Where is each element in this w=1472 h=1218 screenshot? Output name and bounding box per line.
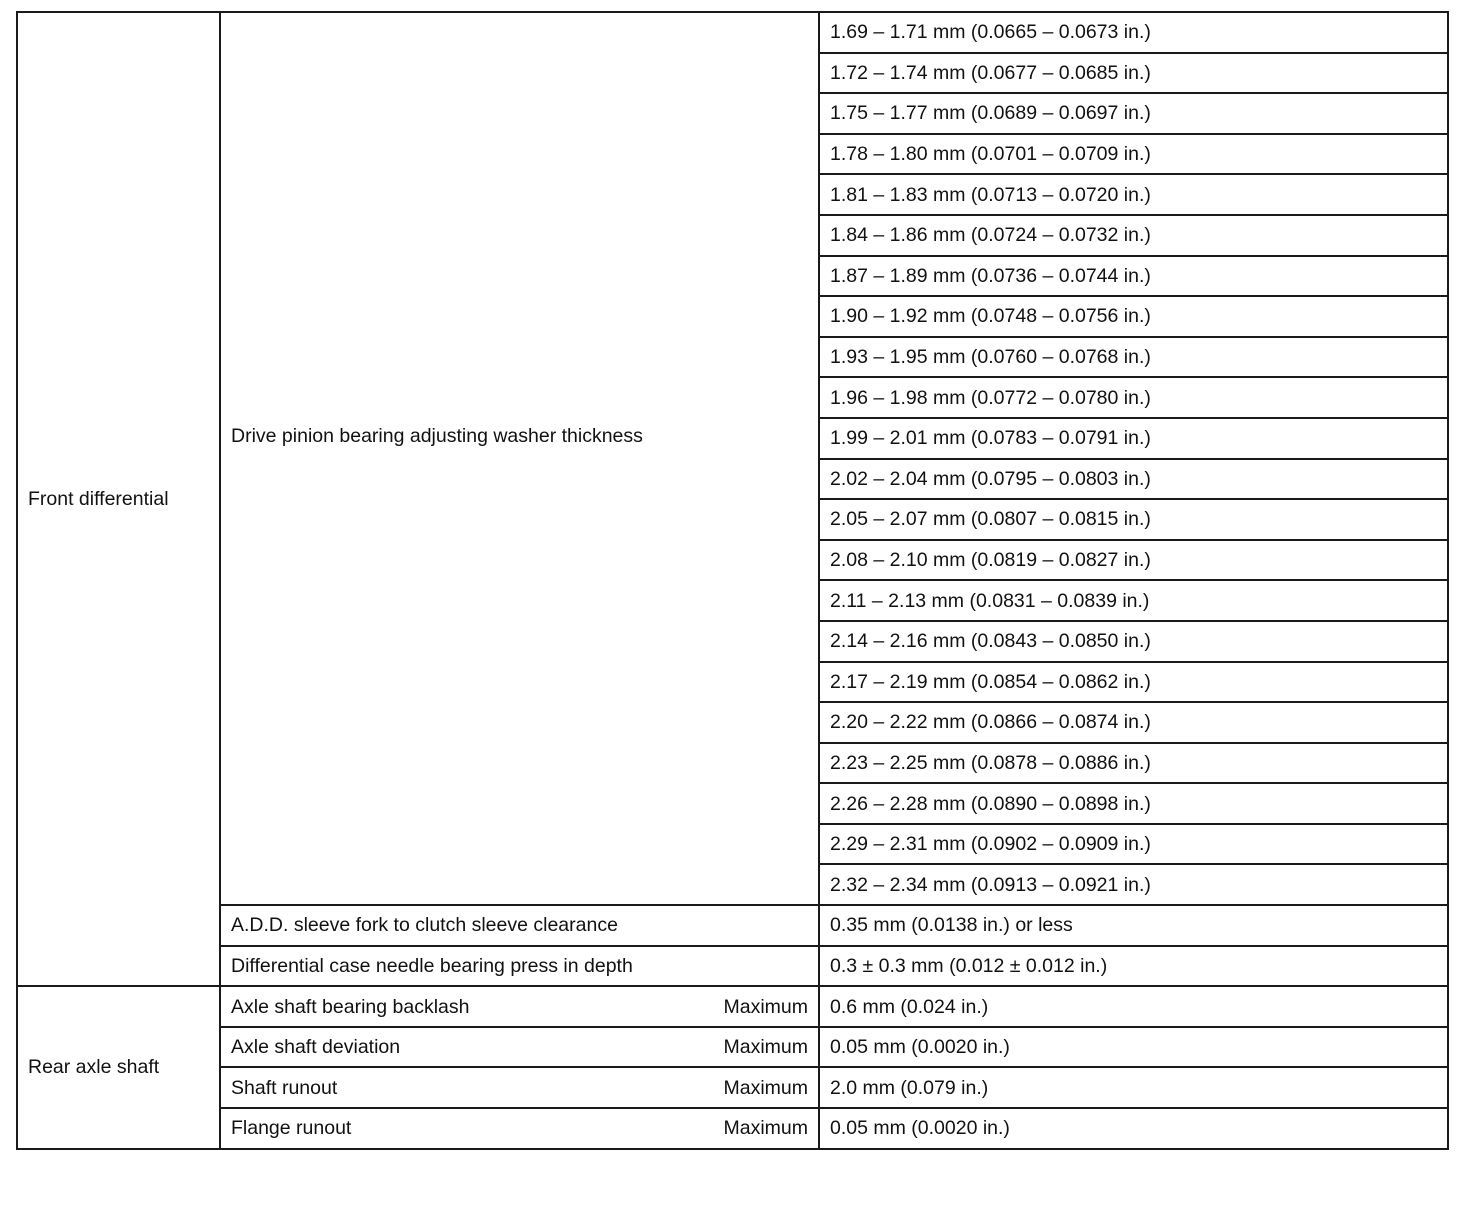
specification-table-body [17,12,1448,1149]
item-label: Shaft runout [231,1076,338,1099]
washer-thickness-value: 1.84 – 1.86 mm (0.0724 – 0.0732 in.) [819,215,1448,256]
table-row [17,1067,1448,1108]
item-value: 0.35 mm (0.0138 in.) or less [819,905,1448,946]
table-row [17,1027,1448,1068]
washer-thickness-value: 1.78 – 1.80 mm (0.0701 – 0.0709 in.) [819,134,1448,175]
washer-thickness-value: 2.14 – 2.16 mm (0.0843 – 0.0850 in.) [819,621,1448,662]
item-label: Flange runout [231,1117,352,1140]
washer-thickness-value: 1.81 – 1.83 mm (0.0713 – 0.0720 in.) [819,174,1448,215]
item-condition: Maximum [723,1117,808,1140]
item-value: 0.05 mm (0.0020 in.) [819,1108,1448,1149]
washer-thickness-value: 2.29 – 2.31 mm (0.0902 – 0.0909 in.) [819,824,1448,865]
item-condition: Maximum [723,1036,808,1059]
item-cell [220,986,819,1027]
item-label: Differential case needle bearing press in depth [220,946,819,987]
table-row [17,905,1448,946]
washer-thickness-value: 1.75 – 1.77 mm (0.0689 – 0.0697 in.) [819,93,1448,134]
washer-thickness-value: 2.23 – 2.25 mm (0.0878 – 0.0886 in.) [819,743,1448,784]
item-condition: Maximum [723,995,808,1018]
item-label: A.D.D. sleeve fork to clutch sleeve clearance [220,905,819,946]
washer-thickness-value: 2.20 – 2.22 mm (0.0866 – 0.0874 in.) [819,702,1448,743]
item-value: 0.6 mm (0.024 in.) [819,986,1448,1027]
washer-thickness-value: 1.93 – 1.95 mm (0.0760 – 0.0768 in.) [819,337,1448,378]
table-row [17,1108,1448,1149]
washer-thickness-value: 1.99 – 2.01 mm (0.0783 – 0.0791 in.) [819,418,1448,459]
washer-thickness-value: 2.05 – 2.07 mm (0.0807 – 0.0815 in.) [819,499,1448,540]
table-row [17,946,1448,987]
washer-thickness-value: 2.32 – 2.34 mm (0.0913 – 0.0921 in.) [819,864,1448,905]
item-value: 0.05 mm (0.0020 in.) [819,1027,1448,1068]
washer-thickness-value: 2.02 – 2.04 mm (0.0795 – 0.0803 in.) [819,459,1448,500]
item-cell-content [231,997,808,1017]
washer-thickness-value: 2.26 – 2.28 mm (0.0890 – 0.0898 in.) [819,783,1448,824]
item-cell [220,1027,819,1068]
item-value: 2.0 mm (0.079 in.) [819,1067,1448,1108]
washer-thickness-value: 2.11 – 2.13 mm (0.0831 – 0.0839 in.) [819,580,1448,621]
washer-thickness-value: 2.08 – 2.10 mm (0.0819 – 0.0827 in.) [819,540,1448,581]
item-cell [220,1067,819,1108]
washer-thickness-value: 1.96 – 1.98 mm (0.0772 – 0.0780 in.) [819,377,1448,418]
item-label: Axle shaft deviation [231,1036,401,1059]
item-cell-content [231,1118,808,1138]
washer-thickness-value: 2.17 – 2.19 mm (0.0854 – 0.0862 in.) [819,662,1448,703]
washer-thickness-value: 1.90 – 1.92 mm (0.0748 – 0.0756 in.) [819,296,1448,337]
group-label-front-differential: Front differential [17,12,220,986]
table-row [17,12,1448,53]
table-row [17,986,1448,1027]
washer-thickness-value: 1.87 – 1.89 mm (0.0736 – 0.0744 in.) [819,256,1448,297]
washer-thickness-value: 1.69 – 1.71 mm (0.0665 – 0.0673 in.) [819,12,1448,53]
item-condition: Maximum [723,1076,808,1099]
item-cell-content [231,1078,808,1098]
item-label-washer-thickness: Drive pinion bearing adjusting washer thickness [220,12,819,905]
item-label: Axle shaft bearing backlash [231,995,470,1018]
washer-thickness-value: 1.72 – 1.74 mm (0.0677 – 0.0685 in.) [819,53,1448,94]
group-label-rear-axle-shaft: Rear axle shaft [17,986,220,1148]
item-value: 0.3 ± 0.3 mm (0.012 ± 0.012 in.) [819,946,1448,987]
item-cell [220,1108,819,1149]
specification-table [16,11,1449,1150]
item-cell-content [231,1037,808,1057]
